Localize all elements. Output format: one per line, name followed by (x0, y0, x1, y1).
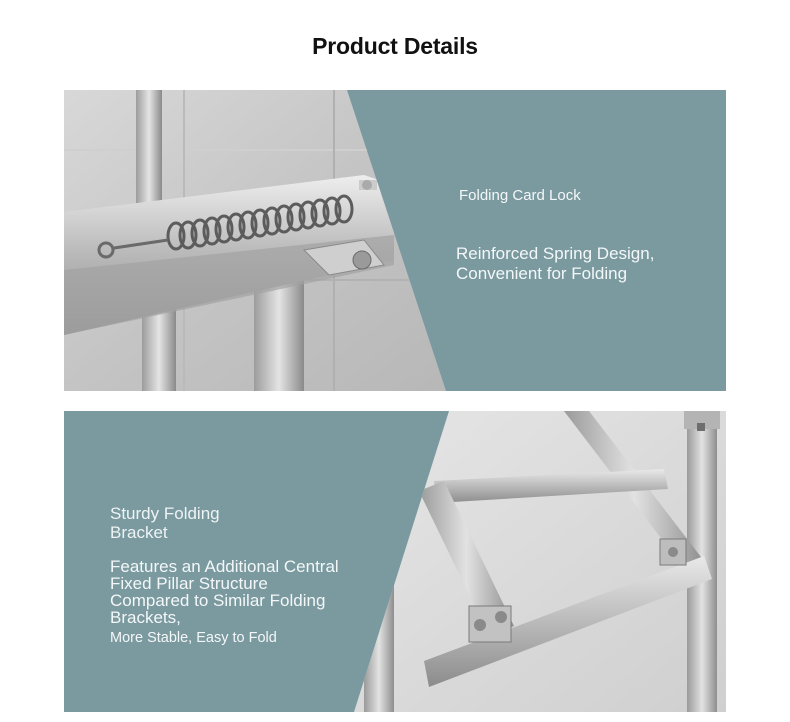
spring-section-description (456, 244, 716, 284)
bracket-description-line: More Stable, Easy to Fold (110, 630, 277, 646)
bracket-heading-line: Sturdy Folding (110, 504, 220, 523)
bracket-description-line: Fixed Pillar Structure (110, 574, 268, 593)
bracket-description-line: Brackets, (110, 608, 181, 627)
bracket-description-line: Features an Additional Central (110, 557, 339, 576)
bracket-heading-line: Bracket (110, 523, 168, 542)
bracket-description-line: Compared to Similar Folding (110, 591, 326, 610)
page-title: Product Details (312, 33, 478, 59)
spring-section-heading: Folding Card Lock (459, 187, 581, 204)
spring-hinge-photo (64, 90, 726, 391)
spring-description-line: Convenient for Folding (456, 264, 628, 283)
product-detail-panel-bracket (64, 411, 726, 712)
spring-description-line: Reinforced Spring Design, (456, 244, 655, 263)
bracket-section-heading (110, 504, 270, 542)
bracket-section-description (110, 558, 400, 647)
product-detail-panel-spring (64, 90, 726, 391)
